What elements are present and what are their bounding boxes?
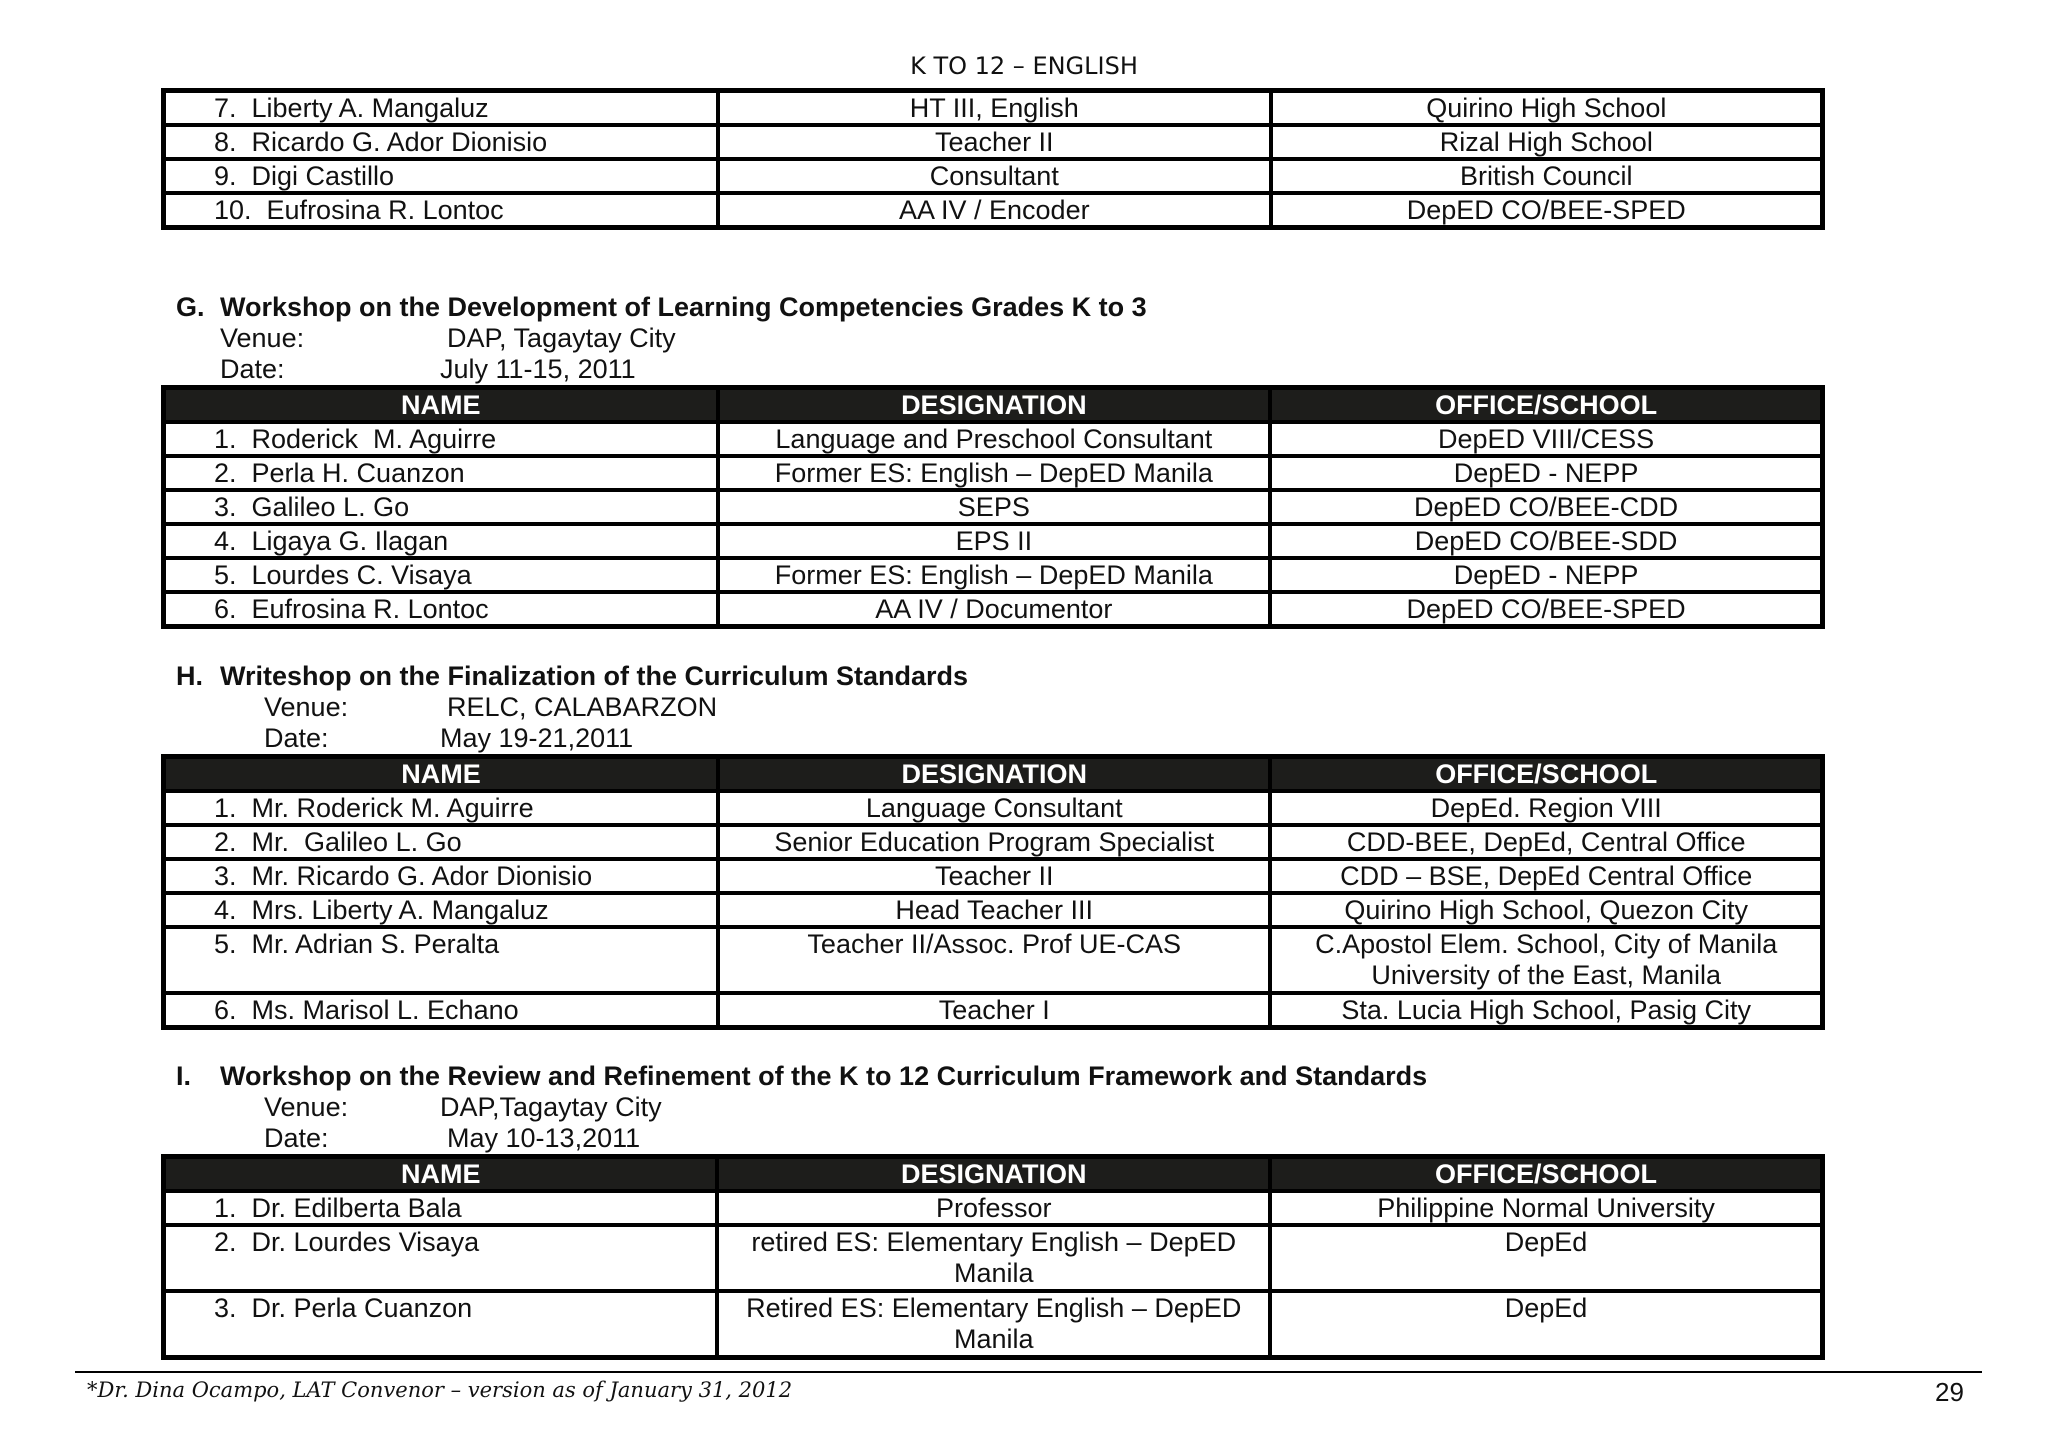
section-h-heading	[176, 661, 968, 692]
section-g	[176, 292, 1147, 385]
venue-value: DAP, Tagaytay City	[447, 323, 676, 353]
venue-value: DAP,Tagaytay City	[440, 1092, 662, 1122]
name-cell: 1. Mr. Roderick M. Aguirre	[164, 791, 718, 825]
designation-cell: Language Consultant	[718, 791, 1270, 825]
office-cell: DepEd. Region VIII	[1270, 791, 1822, 825]
table-row	[164, 1191, 1822, 1225]
section-title: Workshop on the Review and Refinement of the K to 12 Curriculum Framework and Standards	[220, 1061, 1428, 1091]
table-row	[164, 91, 1822, 125]
venue-label: Venue:	[264, 692, 349, 722]
designation-cell: Teacher I	[718, 993, 1270, 1027]
footer-note: *Dr. Dina Ocampo, LAT Convenor – version as of January 31, 2012	[87, 1378, 793, 1402]
continued-participants-table	[161, 88, 1825, 230]
date-value: July 11-15, 2011	[440, 354, 636, 384]
name-column-header: NAME	[164, 1157, 717, 1191]
table-row	[164, 993, 1822, 1027]
section-h	[176, 661, 968, 754]
table-row	[164, 791, 1822, 825]
section-g-table	[161, 385, 1825, 629]
office-cell: DepED - NEPP	[1270, 558, 1822, 592]
section-i-table	[161, 1154, 1825, 1360]
name-cell: 1. Roderick M. Aguirre	[164, 422, 718, 456]
venue-label: Venue:	[220, 323, 305, 353]
table-row	[164, 422, 1822, 456]
office-cell: CDD – BSE, DepEd Central Office	[1270, 859, 1822, 893]
designation-cell: Retired ES: Elementary English – DepED Manila	[717, 1291, 1270, 1357]
name-column-header: NAME	[164, 388, 718, 422]
date-label: Date:	[264, 1123, 329, 1153]
table-row	[164, 592, 1822, 626]
name-cell: 7. Liberty A. Mangaluz	[164, 91, 718, 125]
name-cell: 10. Eufrosina R. Lontoc	[164, 193, 718, 227]
designation-cell: Teacher II	[718, 125, 1271, 159]
designation-cell: Former ES: English – DepED Manila	[718, 456, 1271, 490]
name-cell: 5. Lourdes C. Visaya	[164, 558, 718, 592]
table-row	[164, 1291, 1822, 1357]
name-cell: 1. Dr. Edilberta Bala	[164, 1191, 717, 1225]
table-row	[164, 193, 1822, 227]
office-cell: Philippine Normal University	[1270, 1191, 1822, 1225]
office-column-header: OFFICE/SCHOOL	[1270, 388, 1822, 422]
designation-cell: Teacher II/Assoc. Prof UE-CAS	[718, 927, 1270, 993]
office-cell: DepED CO/BEE-CDD	[1270, 490, 1822, 524]
designation-cell: Professor	[717, 1191, 1270, 1225]
name-cell: 9. Digi Castillo	[164, 159, 718, 193]
name-cell: 3. Galileo L. Go	[164, 490, 718, 524]
office-cell: British Council	[1271, 159, 1822, 193]
designation-cell: Former ES: English – DepED Manila	[718, 558, 1271, 592]
office-cell: DepED CO/BEE-SPED	[1271, 193, 1822, 227]
table-row	[164, 859, 1822, 893]
office-column-header: OFFICE/SCHOOL	[1270, 1157, 1822, 1191]
office-cell: DepED - NEPP	[1270, 456, 1822, 490]
designation-cell: Teacher II	[718, 859, 1270, 893]
table-row	[164, 524, 1822, 558]
designation-cell: Head Teacher III	[718, 893, 1270, 927]
section-i	[176, 1061, 1427, 1154]
designation-cell: Senior Education Program Specialist	[718, 825, 1270, 859]
designation-column-header: DESIGNATION	[717, 1157, 1270, 1191]
table-row	[164, 1225, 1822, 1291]
office-column-header: OFFICE/SCHOOL	[1270, 757, 1822, 791]
office-cell: C.Apostol Elem. School, City of Manila University of the East, Manila	[1270, 927, 1822, 993]
name-column-header: NAME	[164, 757, 718, 791]
section-letter: I.	[176, 1061, 192, 1091]
name-cell: 3. Mr. Ricardo G. Ador Dionisio	[164, 859, 718, 893]
page-number: 29	[1935, 1377, 1964, 1407]
table-row	[164, 125, 1822, 159]
section-letter: G.	[176, 292, 205, 322]
table-row	[164, 159, 1822, 193]
designation-cell: Language and Preschool Consultant	[718, 422, 1271, 456]
table-row	[164, 825, 1822, 859]
designation-cell: EPS II	[718, 524, 1271, 558]
office-cell: DepED CO/BEE-SPED	[1270, 592, 1822, 626]
designation-column-header: DESIGNATION	[718, 757, 1270, 791]
footer-divider	[75, 1371, 1982, 1373]
office-cell: CDD-BEE, DepEd, Central Office	[1270, 825, 1822, 859]
designation-cell: HT III, English	[718, 91, 1271, 125]
designation-cell: SEPS	[718, 490, 1271, 524]
name-cell: 5. Mr. Adrian S. Peralta	[164, 927, 718, 993]
section-h-table	[161, 754, 1825, 1030]
venue-label: Venue:	[264, 1092, 349, 1122]
section-title: Workshop on the Development of Learning Competencies Grades K to 3	[220, 292, 1147, 322]
date-label: Date:	[264, 723, 329, 753]
name-cell: 3. Dr. Perla Cuanzon	[164, 1291, 717, 1357]
designation-cell: AA IV / Documentor	[718, 592, 1271, 626]
table-row	[164, 893, 1822, 927]
office-cell: Sta. Lucia High School, Pasig City	[1270, 993, 1822, 1027]
name-cell: 6. Ms. Marisol L. Echano	[164, 993, 718, 1027]
section-title: Writeshop on the Finalization of the Curriculum Standards	[220, 661, 969, 691]
venue-value: RELC, CALABARZON	[447, 692, 718, 722]
section-letter: H.	[176, 661, 203, 691]
name-cell: 4. Ligaya G. Ilagan	[164, 524, 718, 558]
designation-cell: Consultant	[718, 159, 1271, 193]
page-header: K TO 12 – ENGLISH	[910, 52, 1138, 80]
designation-cell: retired ES: Elementary English – DepED Manila	[717, 1225, 1270, 1291]
table-row	[164, 490, 1822, 524]
name-cell: 2. Mr. Galileo L. Go	[164, 825, 718, 859]
office-cell: Quirino High School, Quezon City	[1270, 893, 1822, 927]
table-row	[164, 927, 1822, 993]
table-header-row	[164, 757, 1822, 791]
office-cell: Quirino High School	[1271, 91, 1822, 125]
section-i-heading	[176, 1061, 1427, 1092]
table-header-row	[164, 1157, 1822, 1191]
date-value: May 10-13,2011	[447, 1123, 641, 1153]
name-cell: 4. Mrs. Liberty A. Mangaluz	[164, 893, 718, 927]
office-cell: DepEd	[1270, 1291, 1822, 1357]
section-g-heading	[176, 292, 1147, 323]
date-label: Date:	[220, 354, 285, 384]
name-cell: 6. Eufrosina R. Lontoc	[164, 592, 718, 626]
office-cell: Rizal High School	[1271, 125, 1822, 159]
designation-column-header: DESIGNATION	[718, 388, 1271, 422]
name-cell: 2. Perla H. Cuanzon	[164, 456, 718, 490]
office-cell: DepED CO/BEE-SDD	[1270, 524, 1822, 558]
table-row	[164, 558, 1822, 592]
table-row	[164, 456, 1822, 490]
name-cell: 2. Dr. Lourdes Visaya	[164, 1225, 717, 1291]
date-value: May 19-21,2011	[440, 723, 634, 753]
office-cell: DepED VIII/CESS	[1270, 422, 1822, 456]
name-cell: 8. Ricardo G. Ador Dionisio	[164, 125, 718, 159]
table-header-row	[164, 388, 1822, 422]
office-cell: DepEd	[1270, 1225, 1822, 1291]
designation-cell: AA IV / Encoder	[718, 193, 1271, 227]
